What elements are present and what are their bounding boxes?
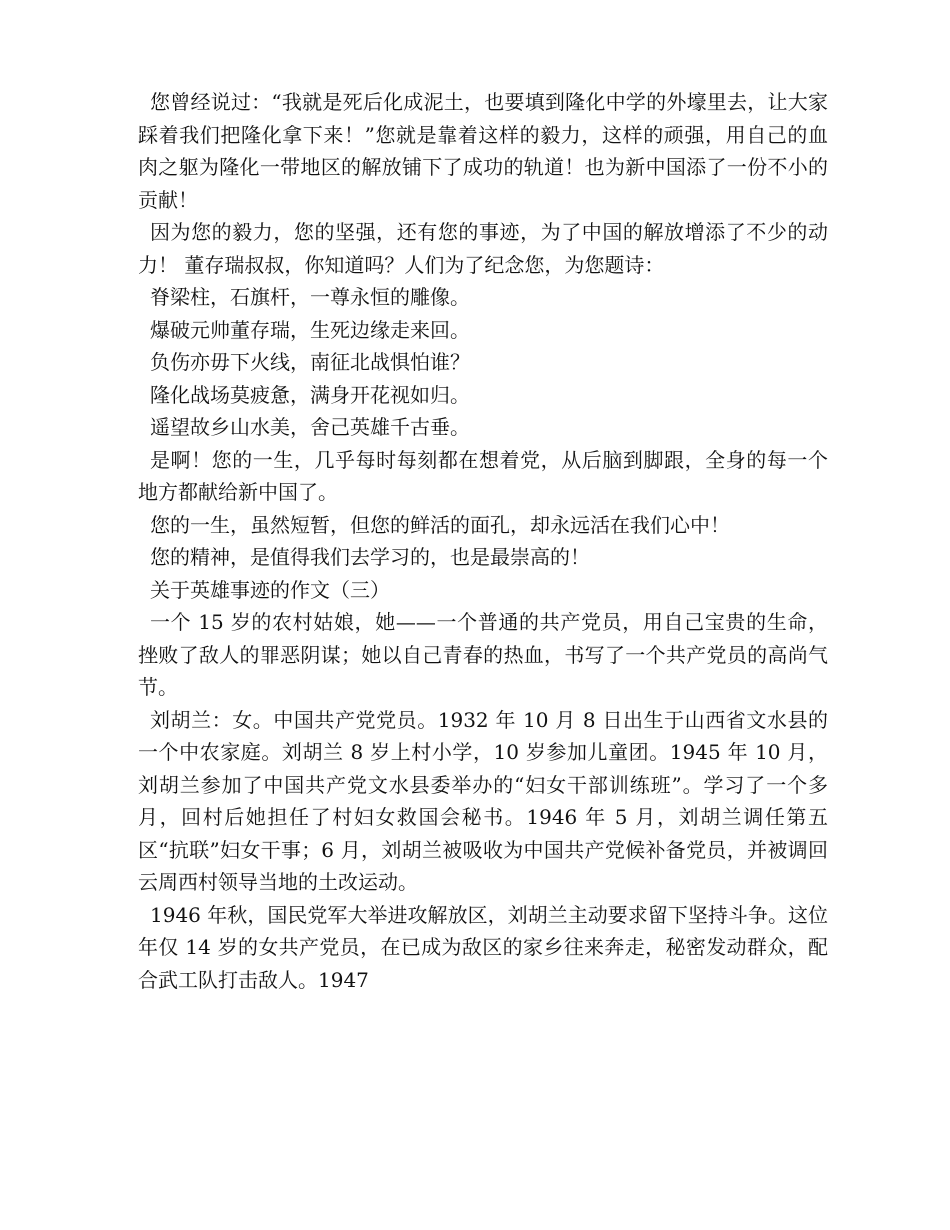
paragraph-lifetime: 是啊！您的一生，几乎每时每刻都在想着党，从后脑到脚跟，全身的每一个地方都献给新中国了。 xyxy=(138,447,828,504)
paragraph-short-life: 您的一生，虽然短暂，但您的鲜活的面孔，却永远活在我们心中！ xyxy=(150,512,730,537)
paragraph-biography: 刘胡兰：女。中国共产党党员。1932 年 10 月 8 日出生于山西省文水县的一个中农家庭。刘胡兰 8 岁上村小学，10 岁参加儿童团。1945 年 10 月，刘胡兰参加了中国共产党文水县委举办的“妇女干部训练班”。学习了一个多月，回村后她担任了村妇女救国会秘书。1946 年 5 月，刘胡兰调任第五区“抗联”妇女干事；6 月，刘胡兰被吸收为中国共产党候补备党员，并被调回云周西村领导当地的土改运动。 xyxy=(138,707,828,894)
paragraph-tribute: 因为您的毅力，您的坚强，还有您的事迹，为了中国的解放增添了不少的动力！ 董存瑞叔叔，你知道吗？人们为了纪念您，为您题诗： xyxy=(138,220,828,277)
poem-line-4: 隆化战场莫疲惫，满身开花视如归。 xyxy=(150,382,470,407)
paragraph-1946-autumn: 1946 年秋，国民党军大举进攻解放区，刘胡兰主动要求留下坚持斗争。这位年仅 14 岁的女共产党员，在已成为敌区的家乡往来奔走，秘密发动群众，配合武工队打击敌人。1947 xyxy=(138,902,828,992)
poem-line-1: 脊梁柱，石旗杆，一尊永恒的雕像。 xyxy=(150,285,470,309)
poem-line-2: 爆破元帅董存瑞，生死边缘走来回。 xyxy=(150,317,470,342)
poem-line-3: 负伤亦毋下火线，南征北战惧怕谁？ xyxy=(150,350,470,374)
section-heading: 关于英雄事迹的作文（三） xyxy=(150,577,390,602)
paragraph-spirit: 您的精神，是值得我们去学习的，也是最崇高的！ xyxy=(150,545,590,569)
document-body xyxy=(138,86,828,996)
poem-line-5: 遥望故乡山水美，舍己英雄千古垂。 xyxy=(150,415,470,439)
paragraph-quote: 您曾经说过：“我就是死后化成泥土，也要填到隆化中学的外壕里去，让大家踩着我们把隆化拿下来！”您就是靠着这样的毅力，这样的顽强，用自己的血肉之躯为隆化一带地区的解放铺下了成功的轨道！也为新中国添了一份不小的贡献！ xyxy=(138,90,828,212)
paragraph-intro-liu: 一个 15 岁的农村姑娘，她——一个普通的共产党员，用自己宝贵的生命，挫败了敌人的罪恶阴谋；她以自己青春的热血，书写了一个共产党员的高尚气节。 xyxy=(138,610,828,699)
